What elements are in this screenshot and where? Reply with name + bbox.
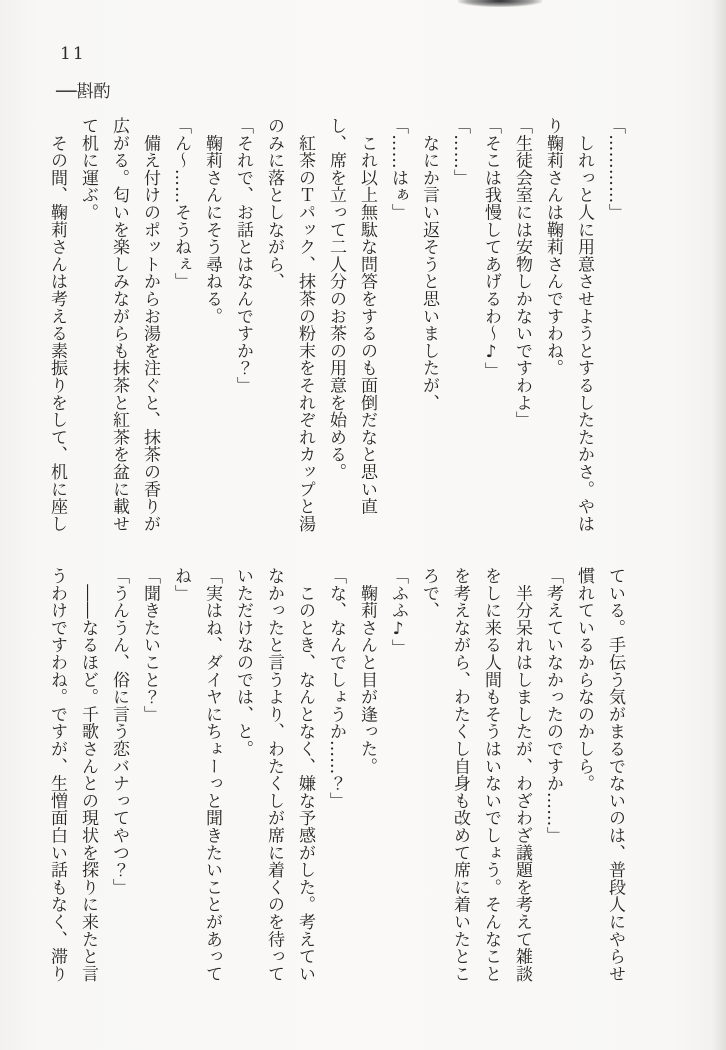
text-line: 「……はぁ」 [388, 117, 408, 221]
text-line: 「ふふ♪」 [388, 567, 408, 657]
text-line: 鞠莉さんにそう尋ねる。 [202, 117, 222, 325]
text-line: り鞠莉さんは鞠莉さんですわね。 [543, 117, 563, 377]
text-line: 「生徒会室には安物しかないですわよ」 [512, 117, 532, 429]
text-line: 「…………」 [605, 117, 625, 221]
text-line: 半分呆れはしましたが、わざわざ議題を考えて雑談 [512, 567, 532, 983]
text-line: 「それで、お話とはなんですか？」 [233, 117, 253, 394]
text-block-top [41, 117, 630, 532]
text-line: うわけですわね。ですが、生憎面白い話もなく、滞り [47, 567, 67, 983]
text-line: し、席を立って二人分のお茶の用意を始める。 [326, 117, 346, 481]
text-line: 紅茶のＴパック、抹茶の粉末をそれぞれカップと湯 [295, 117, 315, 533]
text-line: 「な、なんでしょうか……？」 [326, 567, 346, 810]
chapter-header: ──斟酌 [56, 82, 111, 102]
text-line: 広がる。匂いを楽しみながらも抹茶と紅茶を盆に載せ [109, 117, 129, 533]
text-line: 「ん～……そうねぇ」 [171, 117, 191, 290]
text-line: をしに来る人間もそうはいないでしょう。そんなこと [481, 567, 501, 983]
text-line: 「実はね、ダイヤにちょーっと聞きたいことがあって [202, 567, 222, 983]
text-line: ね」 [171, 567, 191, 602]
text-line: ている。手伝う気がまるでないのは、普段人にやらせ [605, 567, 625, 983]
text-line: ――なるほど。千歌さんとの現状を探りに来たと言 [78, 567, 98, 983]
text-line: 「考えていなかったのですか……」 [543, 567, 563, 844]
text-line: 「聞きたいこと？」 [140, 567, 160, 723]
text-line: 「そこは我慢してあげるわ～♪」 [481, 117, 501, 380]
text-line: なかったと言うより、わたくしが席に着くのを待って [264, 567, 284, 983]
scan-edge-shading [712, 0, 726, 1050]
text-line: のみに落としながら、 [264, 117, 284, 290]
text-line: その間、鞠莉さんは考える素振りをして、机に座し [47, 117, 67, 533]
text-line: 「うんうん、俗に言う恋バナってやつ？」 [109, 567, 129, 896]
scan-artifact-top [458, 0, 542, 7]
text-block-bottom [41, 567, 630, 982]
text-line: しれっと人に用意させようとするしたたかさ。やは [574, 117, 594, 533]
text-line: 「……」 [450, 117, 470, 187]
text-line: なにか言い返そうと思いましたが、 [419, 117, 439, 412]
text-line: を考えながら、わたくし自身も改めて席に着いたとこ [450, 567, 470, 983]
text-line: これ以上無駄な問答をするのも面倒だなと思い直 [357, 117, 377, 515]
text-line: 備え付けのポットからお湯を注ぐと、抹茶の香りが [140, 117, 160, 533]
text-line: 鞠莉さんと目が逢った。 [357, 567, 377, 775]
text-line: このとき、なんとなく、嫌な予感がした。考えてい [295, 567, 315, 983]
text-line: いただけなのでは、と。 [233, 567, 253, 758]
text-line: 慣れているからなのかしら。 [574, 567, 594, 792]
text-line: ろで、 [419, 567, 439, 619]
text-line: て机に運ぶ。 [78, 117, 98, 221]
page-number: 11 [60, 44, 86, 64]
